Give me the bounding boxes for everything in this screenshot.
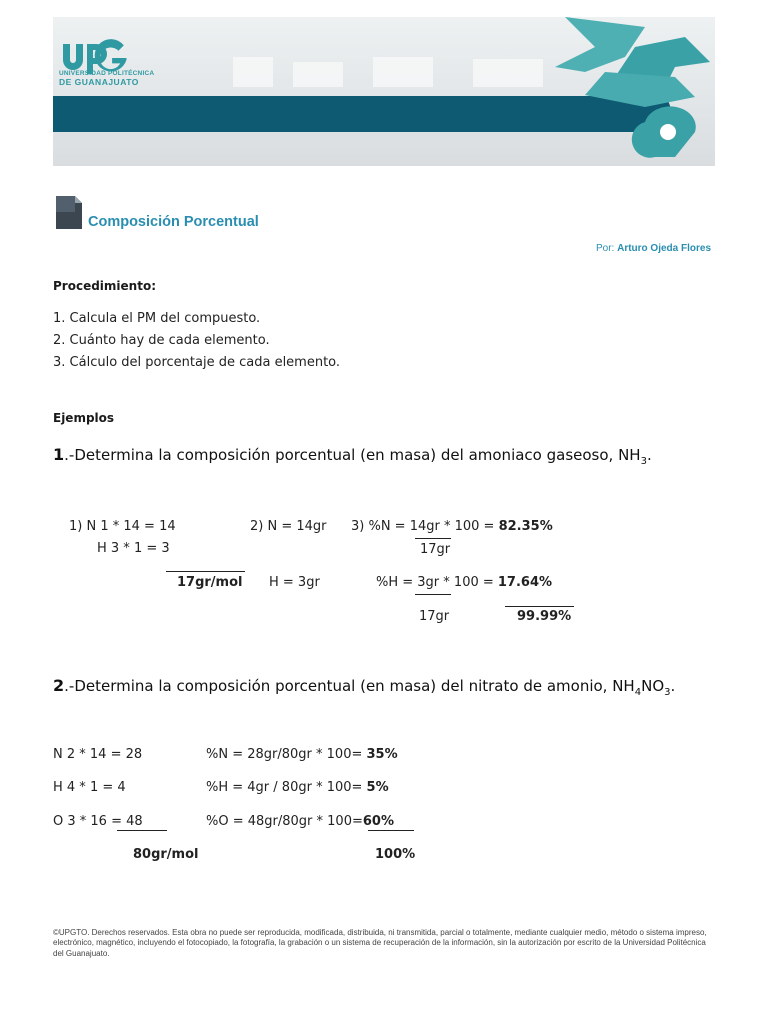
result-value: 17.64% [497, 575, 553, 590]
calc-line: 1) N 1 * 14 = 14 [69, 519, 176, 534]
document-title: Composición Porcentual [88, 214, 259, 230]
molar-mass: 17gr/mol [177, 575, 243, 590]
formula-part: NO [641, 677, 665, 695]
procedure-step: 3. Cálculo del porcentaje de cada elemento. [53, 355, 341, 370]
calc-line: N 2 * 14 = 28 [53, 747, 143, 762]
total-value: 99.99% [517, 609, 572, 624]
problem-2-statement [53, 676, 675, 698]
result-value: 35% [366, 747, 398, 762]
calc-line: O 3 * 16 = 48 [53, 814, 143, 829]
calc-line [376, 575, 552, 590]
subscript: 4 [634, 687, 642, 698]
result-value: 60% [362, 814, 394, 829]
result-value: 82.35% [498, 519, 553, 534]
calc-line [206, 814, 394, 829]
problem-number: 1 [53, 445, 65, 464]
problem-number: 2 [53, 676, 65, 695]
molar-mass: 80gr/mol [133, 847, 199, 862]
logo-subtitle: UNIVERSIDAD POLITÉCNICA [59, 70, 155, 77]
author-label: Por: [595, 243, 615, 254]
total-value: 100% [375, 847, 416, 862]
calc-line: H = 3gr [269, 575, 320, 590]
calc-line: H 3 * 1 = 3 [97, 541, 170, 556]
header-banner [53, 17, 715, 166]
problem-1-statement [53, 445, 652, 467]
calc-expression: %O = 48gr/80gr * 100= [206, 814, 363, 829]
document-icon [56, 196, 82, 229]
procedure-title: Procedimiento: [53, 279, 156, 293]
calc-line [206, 747, 398, 762]
calc-expression: 3) %N = 14gr * 100 = [351, 519, 499, 534]
period: . [670, 677, 676, 695]
problem-text: .-Determina la composición porcentual (en masa) del amoniaco gaseoso, NH [64, 446, 641, 464]
procedure-step: 1. Calcula el PM del compuesto. [53, 311, 261, 326]
eagle-graphic [525, 17, 715, 166]
subscript: 3 [664, 687, 671, 698]
subscript: 3 [640, 456, 647, 467]
calc-expression: %H = 3gr * 100 = [376, 575, 498, 590]
author-name: Arturo Ojeda Flores [617, 243, 711, 254]
calc-line: 17gr [420, 542, 451, 557]
examples-title: Ejemplos [53, 411, 115, 425]
period: . [646, 446, 652, 464]
calc-expression: %H = 4gr / 80gr * 100= [206, 780, 367, 795]
calc-line: 2) N = 14gr [250, 519, 327, 534]
calc-line: H 4 * 1 = 4 [53, 780, 126, 795]
logo-subtitle-2: DE GUANAJUATO [59, 77, 139, 87]
problem-text: .-Determina la composición porcentual (en masa) del nitrato de amonio, NH [64, 677, 635, 695]
calc-line: 17gr [419, 609, 450, 624]
calc-line [206, 780, 389, 795]
author-line [596, 243, 711, 254]
calc-expression: %N = 28gr/80gr * 100= [206, 747, 367, 762]
procedure-step: 2. Cuánto hay de cada elemento. [53, 333, 270, 348]
copyright-footer: ©UPGTO. Derechos reservados. Esta obra no puede ser reproducida, modificada, distribuida, ni transmitida, parcial o totalmente, mediante cualquier medio, método o sistema impreso, electrónico, magnético, incluyendo el fotocopiado, la fotografía, la grabación o un sistema de recuperación de la información, sin la autorización por escrito de la Universidad Politécnica del Guanajuato. [53, 928, 707, 958]
result-value: 5% [366, 780, 389, 795]
calc-line [351, 519, 553, 534]
